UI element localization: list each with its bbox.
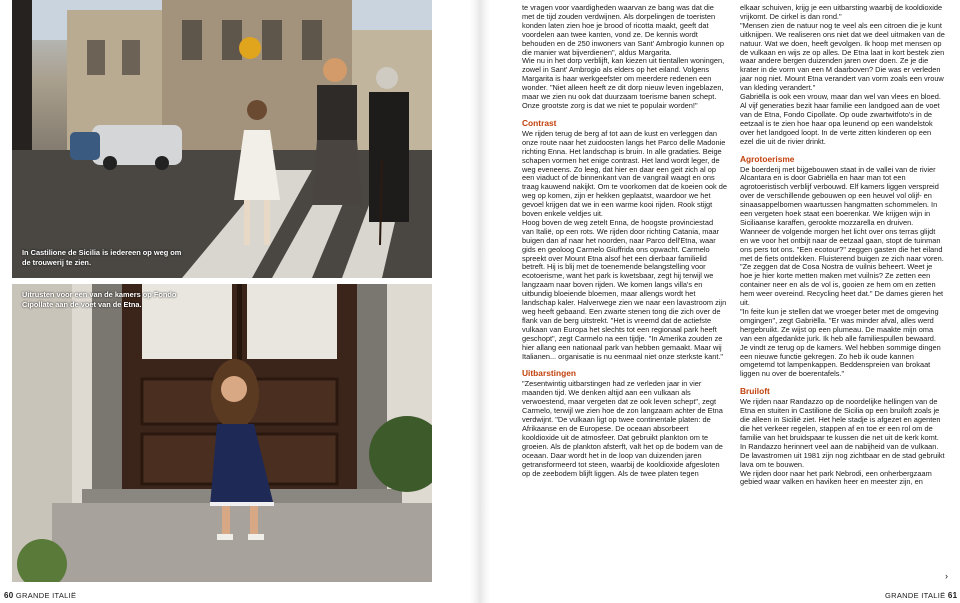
article-column-1 (522, 4, 727, 478)
page-number-left: 60 (4, 591, 14, 600)
body-paragraph: Wanneer de volgende morgen het licht over ons terras glijdt en we voor het ontbijt naar de eetzaal gaan, stopt de tuinman ons pers tot ons. "Een ecotour?" zeggen gasten die het eiland met de fiets ontdekken. Fluisterend buigen ze zich naar voren. "Ze zeggen dat de Cosa Nostra de vuilnis beheert. Weet je hoe je hier korte metten maken met vuilnis? Ze zetten een container neer en als de vol is, gooien ze hem om en zetten hem weer overeind. Recycling heet dat." De dames gieren het uit. (740, 226, 944, 308)
photo-girl-doorway (12, 284, 432, 582)
magazine-title-left: GRANDE ITALIË (15, 591, 77, 600)
body-paragraph: "In feite kun je stellen dat we vroeger beter met de omgeving omgingen", zegt Gabriëlla. "Er was minder afval, alles werd hergebruikt. Ze wijst op een plumeau. De maakte mijn oma van een afgedankte jurk. Ik heb alle familiespullen bewaard. Je vindt ze terug op de kamers. Wel hebben sommige dingen een nieuwe functie gekregen. Zo heb ik oude kannen omgetemd tot lampenkappen. Beddenspreien van brokaat liggen nu over de boerentafels." (740, 307, 941, 379)
magazine-title-right: GRANDE ITALIË (885, 591, 946, 600)
body-paragraph: "Mensen zien de natuur nog te veel als een citroen die je kunt uitknijpen. We realiseren ons niet dat we deel uitmaken van de natuur. Wat we doen, heeft gevolgen. Ik hoop met mensen op de vulkaan en wijs ze op alles. De Etna laat in kort bestek zien waar andere bergen duizenden jaren over doen. Ze je die krater in de vorm van een M daarboven? Die was er verleden jaar nog niet. Mount Etna verandert van vorm zoals een vrouw van kleding verandert." (740, 20, 945, 93)
section-heading: Contrast (522, 117, 557, 128)
body-paragraph: Wie nu in het dorp verblijft, kan kiezen uit tientallen woningen, zowel in Sant' Ambrogio als elders op het eiland. Volgens Margarita is haar werkgeefster om meerdere redenen een wonder. "Niet alleen heeft ze dit dorp nieuw leven ingeblazen, maar we zien nu ook dat duurzaam toerisme banen schept. Onze grootste zorg is dat we niet te populair worden!" (522, 56, 725, 110)
article-column-2 (740, 4, 945, 487)
folio-left (4, 591, 76, 600)
doorway-illustration (12, 284, 432, 582)
body-paragraph: elkaar schuiven, krijg je een uitbarsting waarbij de kooldioxide vrijkomt. De cirkel is dan rond." (740, 3, 943, 21)
photo-street-wedding (12, 0, 432, 278)
page-gutter (470, 0, 490, 603)
body-paragraph: We rijden naar Randazzo op de noordelijke hellingen van de Etna en stuiten in Castilione de Sicilia op een bruiloft zoals je die alleen in Sicilië ziet. Het hele stadje is afgezet en agenten die het verkeer regelen, stappen af en toe er een rol om de familie van het bruidspaar te kussen die net uit de kerk komt. In Randazzo herinnert veel aan de nabijheid van de vulkaan. De lavastromen uit 1981 zijn nog zichtbaar en de stad gebruikt lava om te bouwen. (740, 397, 945, 469)
body-paragraph: Hoog boven de weg zetelt Enna, de hoogste provinciestad van Italië, op een rots. We rijden door richting Catania, maar buigen dan af naar het noorden, naar Parco dell'Etna, waar gids en geoloog Carmelo Giuffrida ons opwacht. Carmelo spreekt over Mount Etna alsof het een dierbaar familielid betreft. Hij is blij met de toenemende belangstelling voor ecotoerisme, want het park is kwetsbaar, zegt hij terwijl we langzaam naar boven rijden. We komen langs villa's en uitbundig bloeiende bloemen, maar allengs wordt het landschap kaler. Halverwege zien we naar een lavastroom zijn weg heeft gebaand. Een zwarte stenen tong die zich over de flank van de berg uitstrekt. "Het is vreemd dat de actiefste vulkaan van Europa het slechts tot een regionaal park heeft geschopt", zegt Carmelo na een tijdje. "In Amerika zouden ze hier allang een nationaal park van hebben gemaakt. Maar wij Italianen... organisatie is nu eenmaal niet onze sterkste kant." (522, 217, 727, 361)
body-paragraph: We rijden door naar het park Nebrodi, een onherbergzaam gebied waar valken en haviken heer en meester zijn, en (740, 468, 932, 487)
page-number-right: 61 (947, 591, 958, 600)
section-heading: Agrotoerisme (740, 153, 795, 164)
body-paragraph: Gabriëlla is ook een vrouw, maar dan wel van vlees en bloed. Al vijf generaties bezit haar familie een landgoed aan de voet van de Etna, Fondo Cipollate. Op oude zwartwitfoto's in de eetzaal is te zien hoe haar opa leunend op een wandelstok over het landgoed loopt. In de verte zitten kinderen op een ezel die uit de rivier drinkt. (740, 92, 941, 146)
photo1-caption: In Castilione de Sicilia is iedereen op weg om de trouwerij te zien. (22, 248, 182, 267)
body-paragraph: De boerderij met bijgebouwen staat in de vallei van de rivier Alcantara en is door Gabriëlla en haar man tot een agrotoeristisch verblijf verbouwd. Elf kamers liggen verspreid over de verschillende gebouwen op een heuvel vol olijf- en sinaasappelbomen waartussen hangmatten schommelen. In een vergeten hoek staat een boerenkar. We krijgen wijn in Siciliaanse karaffen, gerookte mozzarella en druiven. (740, 164, 939, 227)
continue-arrow-icon: › (945, 571, 948, 581)
street-scene-illustration (12, 0, 432, 278)
body-paragraph: We rijden terug de berg af tot aan de kust en verleggen dan onze route naar het zuidoosten langs het Parco delle Madonie richting Enna. Het landschap is bruin. In alle gradaties. Beige schapen vormen het enige contrast. Het land wordt leger, de weg eveneens. Zo leeg, dat hier en daar een geit zich al op een viaduct of de binnenkant van de vangrail waagt en ons traag kauwend nakijkt. Om te voorkomen dat de koeien ook de weg op komen, zijn er hekken geplaatst, waardoor we het gevoel krijgen dat we in een warme kooi rijden. Rook stijgt boven enkele veldjes uit. (522, 128, 728, 219)
folio-right (885, 591, 957, 600)
photo2-caption: Uitrusten voor een van de kamers op Fondo Cipollate aan de voet van de Etna. (22, 290, 177, 309)
body-paragraph: "Zesentwintig uitbarstingen had ze verleden jaar in vier maanden tijd. We denken altijd aan een vulkaan als verwoestend, maar vergeten dat ze ook leven schept", zegt Carmelo, terwijl we zien hoe de zon langzaam achter de Etna verdwijnt. "De vulkaan ligt op twee continentale platen: de Afrikaanse en de Europese. De oceaan absorbeert kooldioxide uit de atmosfeer. Dat gebruikt plankton om te groeien. Als de plankton afsterft, valt het op de bodem van de oceaan. Daar wordt het in de loop van duizenden jaren getransformeerd tot steen, waarbij de kooldioxide afgesloten op de zeebodem blijft liggen. Als de twee platen tegen (522, 379, 723, 478)
section-heading: Uitbarstingen (522, 368, 576, 379)
body-paragraph: te vragen voor vaardigheden waarvan ze bang was dat die met de tijd zouden verdwijnen. Als dorpelingen de toeristen konden laten zien hoe je brood of ricotta maakt, geeft dat voordelen aan twee kanten, vond ze. De kennis wordt behouden en de 250 inwoners van Sant' Ambrogio kunnen op die manier wat bijverdienen", aldus Margarita. (522, 3, 724, 57)
section-heading: Bruiloft (740, 386, 770, 397)
